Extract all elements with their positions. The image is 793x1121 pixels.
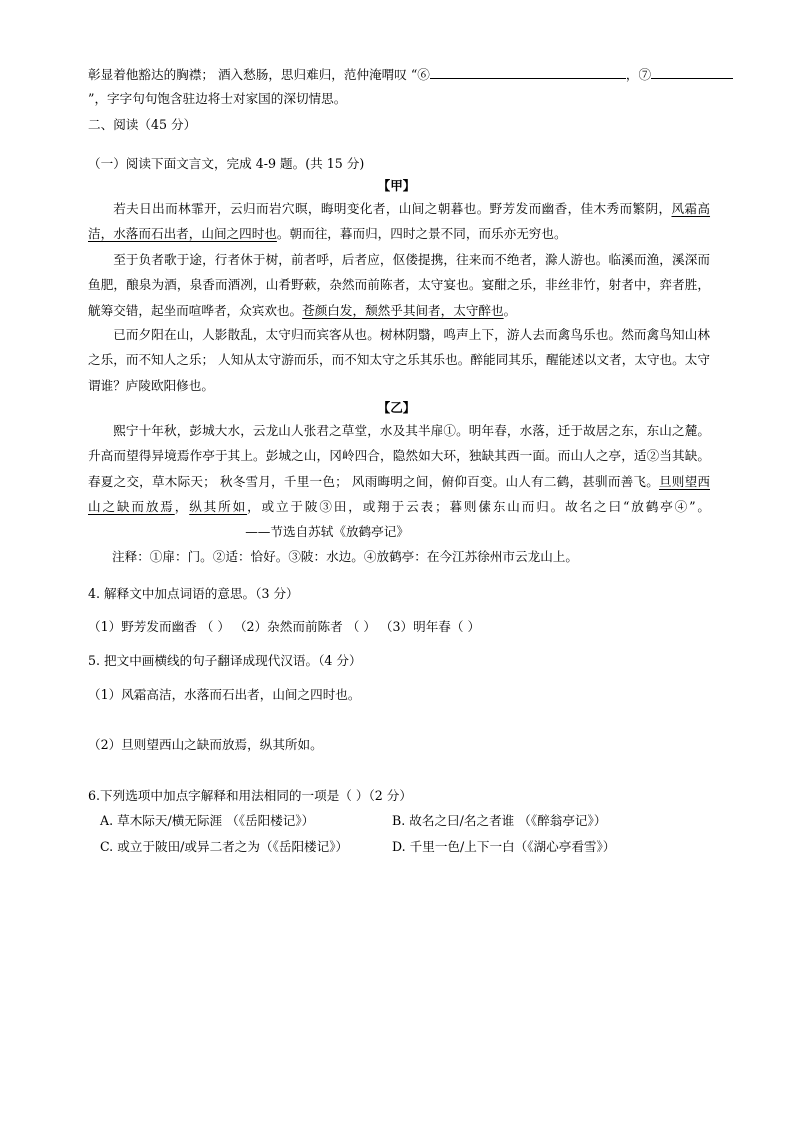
question-6-option-a[interactable]: A. 草木际天/横无际涯 （《岳阳楼记》）	[100, 813, 315, 828]
jia-p1-text-a: 若夫日出而林霏开，云归而岩穴暝，晦明变化者，山间之朝暮也。野芳发而幽香，佳木秀而繁阴，	[113, 201, 672, 216]
question-4-items: （1）野芳发而幽香 （ ） （2）杂然而前陈者 （ ） （3）明年春（ ）	[88, 619, 481, 634]
jia-p2-text-a: 至于负者歌于途，行者休于树，前者呼，后者应，伛偻提携，往来而不绝者，滁人游也。临溪而渔，溪深而鱼肥，酿泉为酒，泉香而酒冽，山肴野蔌，杂然而前陈者，太守宴也。宴酣之乐，非丝非竹，射者中，弈者胜，觥筹交错，起坐而喧哗者，众宾欢也。	[88, 252, 710, 318]
answer-blank-6[interactable]	[430, 66, 626, 79]
yi-p1-text-b: ，或立于陂③田，或翔于云表；暮则傃东山而归。故名之曰“放鹤亭④”。	[247, 498, 711, 514]
part-1-intro: （一）阅读下面文言文，完成 4-9 题。(共 15 分)	[88, 156, 365, 171]
jia-paragraph-3: 已而夕阳在山，人影散乱，太守归而宾客从也。树林阴翳，鸣声上下，游人去而禽鸟乐也。然而禽鸟知山林之乐，而不知人之乐； 人知从太守游而乐，而不知太守之乐其乐也。醉能同其乐，醒能述以文者，太守也。太守谓谁？庐陵欧阳修也。	[88, 327, 710, 393]
question-5-sentence-1: （1）风霜高洁，水落而石出者，山间之四时也。	[88, 687, 361, 702]
carry-over-line-2: ”，字字句句饱含驻边将士对家国的深切情思。	[88, 91, 347, 106]
jia-p2-underlined-sentence: 苍颜白发，颓然乎其间者，太守醉也	[302, 302, 504, 318]
question-5-sentence-2: （2）旦则望西山之缺而放焉，纵其所如。	[88, 737, 323, 752]
yi-p1-separator: ，	[174, 498, 190, 514]
jia-p1-text-b: 。朝而往，暮而归，四时之景不同，而乐亦无穷也。	[276, 226, 567, 242]
answer-blank-7[interactable]	[651, 66, 733, 79]
yi-paragraph-1	[88, 418, 710, 544]
carry-over-line-1	[88, 66, 733, 84]
question-6-option-c[interactable]: C. 或立于陂田/或异二者之为（《岳阳楼记》）	[100, 839, 349, 854]
question-4-title: 4. 解释文中加点词语的意思。（3 分）	[88, 586, 299, 601]
question-6-option-d[interactable]: D. 千里一色/上下一白（《湖心亭看雪》）	[392, 839, 616, 854]
yi-underlined-phrase-2: 纵其所如	[189, 498, 248, 514]
carry-over-text: 彰显着他豁达的胸襟； 酒入愁肠，思归难归，范仲淹喟叹 “⑥	[88, 67, 430, 82]
blank-7-prefix: ，⑦	[625, 67, 652, 82]
annotation-notes: 注释：①扉：门。②适：恰好。③陂：水边。④放鹤亭：在今江苏徐州市云龙山上。	[112, 549, 578, 564]
jia-p2-text-b: 。	[503, 302, 517, 318]
passage-source: ——节选自苏轼《放鹤亭记》	[245, 524, 409, 540]
jia-paragraph-1	[88, 196, 710, 247]
section-title: 二、阅读（45 分）	[88, 117, 197, 132]
question-5-title: 5. 把文中画横线的句子翻译成现代汉语。（4 分）	[88, 653, 362, 668]
question-6-title: 6.下列选项中加点字解释和用法相同的一项是（ ）（2 分）	[88, 788, 412, 803]
yi-p1-text-a: 熙宁十年秋，彭城大水，云龙山人张君之草堂，水及其半扉①。明年春，水落，迁于故居之东，东山之麓。升高而望得异境焉作亭于其上。彭城之山，冈岭四合，隐然如大环，独缺其西一面。而山人之亭，适②当其缺。春夏之交，草木际天； 秋冬雪月，千里一色； 风雨晦明之间，俯仰百变。山人有二鹤，甚驯而善飞。	[88, 423, 710, 489]
jia-paragraph-2	[88, 247, 710, 323]
question-6-option-b[interactable]: B. 故名之曰/名之者谁 （《醉翁亭记》）	[392, 813, 607, 828]
passage-jia-label: 【甲】	[377, 178, 416, 193]
passage-yi-label: 【乙】	[377, 400, 416, 415]
jia-p1-underlined-sentence: 风霜高洁，水落而石出者，山间之四时也	[88, 201, 711, 242]
yi-underlined-phrase-1: 旦则望西山之缺而放焉	[88, 473, 710, 514]
